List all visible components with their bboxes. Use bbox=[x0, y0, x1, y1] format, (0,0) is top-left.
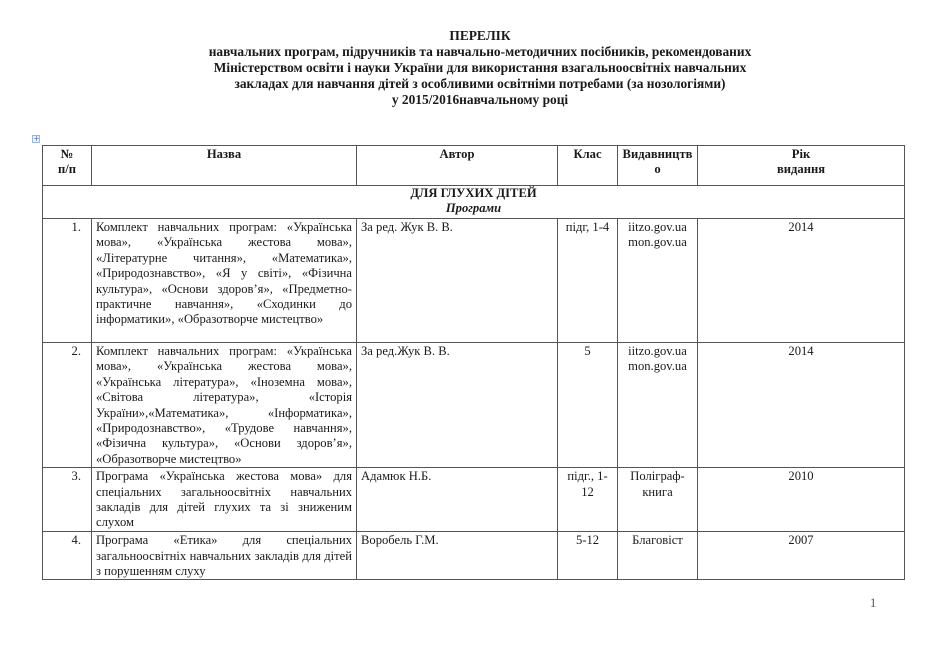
row-name: Комплект навчальних програм: «Українська мова», «Українська жестова мова», «Літературне читання», «Математика», «Природознавство», «Я у світі», «Фізична культура», «Основи здоров’я», «Предметно-практичне навчання», «Сходинки до інформатики», «Образотворче мистецтво» bbox=[92, 219, 357, 343]
row-num: 4. bbox=[43, 532, 92, 580]
row-grade: 5-12 bbox=[558, 532, 618, 580]
row-publisher: Поліграф-книга bbox=[618, 468, 698, 532]
table-row bbox=[43, 532, 905, 580]
row-publisher: Благовіст bbox=[618, 532, 698, 580]
section-cell bbox=[43, 186, 905, 219]
header-author: Автор bbox=[357, 146, 558, 186]
row-year: 2014 bbox=[698, 343, 905, 468]
row-year: 2010 bbox=[698, 468, 905, 532]
title-line: ПЕРЕЛІК bbox=[449, 28, 511, 43]
row-author: Адамюк Н.Б. bbox=[357, 468, 558, 532]
table-row bbox=[43, 343, 905, 468]
title-line: навчальних програм, підручників та навчально-методичних посібників, рекомендованих bbox=[208, 44, 752, 59]
row-name: Програма «Українська жестова мова» для спеціальних загальноосвітніх навчальних закладів для дітей глухих та зі зниженим слухом bbox=[92, 468, 357, 532]
row-name: Комплект навчальних програм: «Українська мова», «Українська жестова мова», «Українська література», «Іноземна мова», «Світова література», «Історія України»,«Математика», «Інформатика», «Природознавство», «Трудове навчання», «Фізична культура», «Основи здоров’я», «Образотворче мистецтво» bbox=[92, 343, 357, 468]
row-author: Воробель Г.М. bbox=[357, 532, 558, 580]
row-name: Програма «Етика» для спеціальних загальноосвітніх навчальних закладів для дітей з порушенням слуху bbox=[92, 532, 357, 580]
header-grade: Клас bbox=[558, 146, 618, 186]
row-grade: підг, 1-4 bbox=[558, 219, 618, 343]
row-grade: підг., 1-12 bbox=[558, 468, 618, 532]
row-publisher: iitzo.gov.ua mon.gov.ua bbox=[618, 219, 698, 343]
section-subtitle: Програми bbox=[445, 201, 502, 216]
row-year: 2014 bbox=[698, 219, 905, 343]
row-publisher: iitzo.gov.ua mon.gov.ua bbox=[618, 343, 698, 468]
header-publisher: Видавництво bbox=[618, 146, 698, 186]
table-row bbox=[43, 219, 905, 343]
table-header-row bbox=[43, 146, 905, 186]
page-number: 1 bbox=[870, 596, 877, 610]
move-icon[interactable]: + bbox=[33, 134, 40, 143]
title-line: закладах для навчання дітей з особливими освітніми потребами (за нозологіями) bbox=[234, 76, 726, 91]
title-line: Міністерством освіти і науки України для використання взагальноосвітніх навчальних bbox=[213, 60, 747, 75]
title-line: у 2015/2016навчальному році bbox=[391, 92, 569, 107]
row-year: 2007 bbox=[698, 532, 905, 580]
table-row bbox=[43, 468, 905, 532]
header-year: Рік видання bbox=[698, 146, 905, 186]
row-author: За ред. Жук В. В. bbox=[357, 219, 558, 343]
section-row bbox=[43, 186, 905, 219]
row-num: 1. bbox=[43, 219, 92, 343]
row-grade: 5 bbox=[558, 343, 618, 468]
programs-table bbox=[42, 145, 905, 580]
header-num: № п/п bbox=[43, 146, 92, 186]
document-title bbox=[0, 28, 940, 108]
section-title: ДЛЯ ГЛУХИХ ДІТЕЙ bbox=[410, 186, 537, 200]
row-num: 3. bbox=[43, 468, 92, 532]
header-name: Назва bbox=[92, 146, 357, 186]
row-num: 2. bbox=[43, 343, 92, 468]
row-author: За ред.Жук В. В. bbox=[357, 343, 558, 468]
